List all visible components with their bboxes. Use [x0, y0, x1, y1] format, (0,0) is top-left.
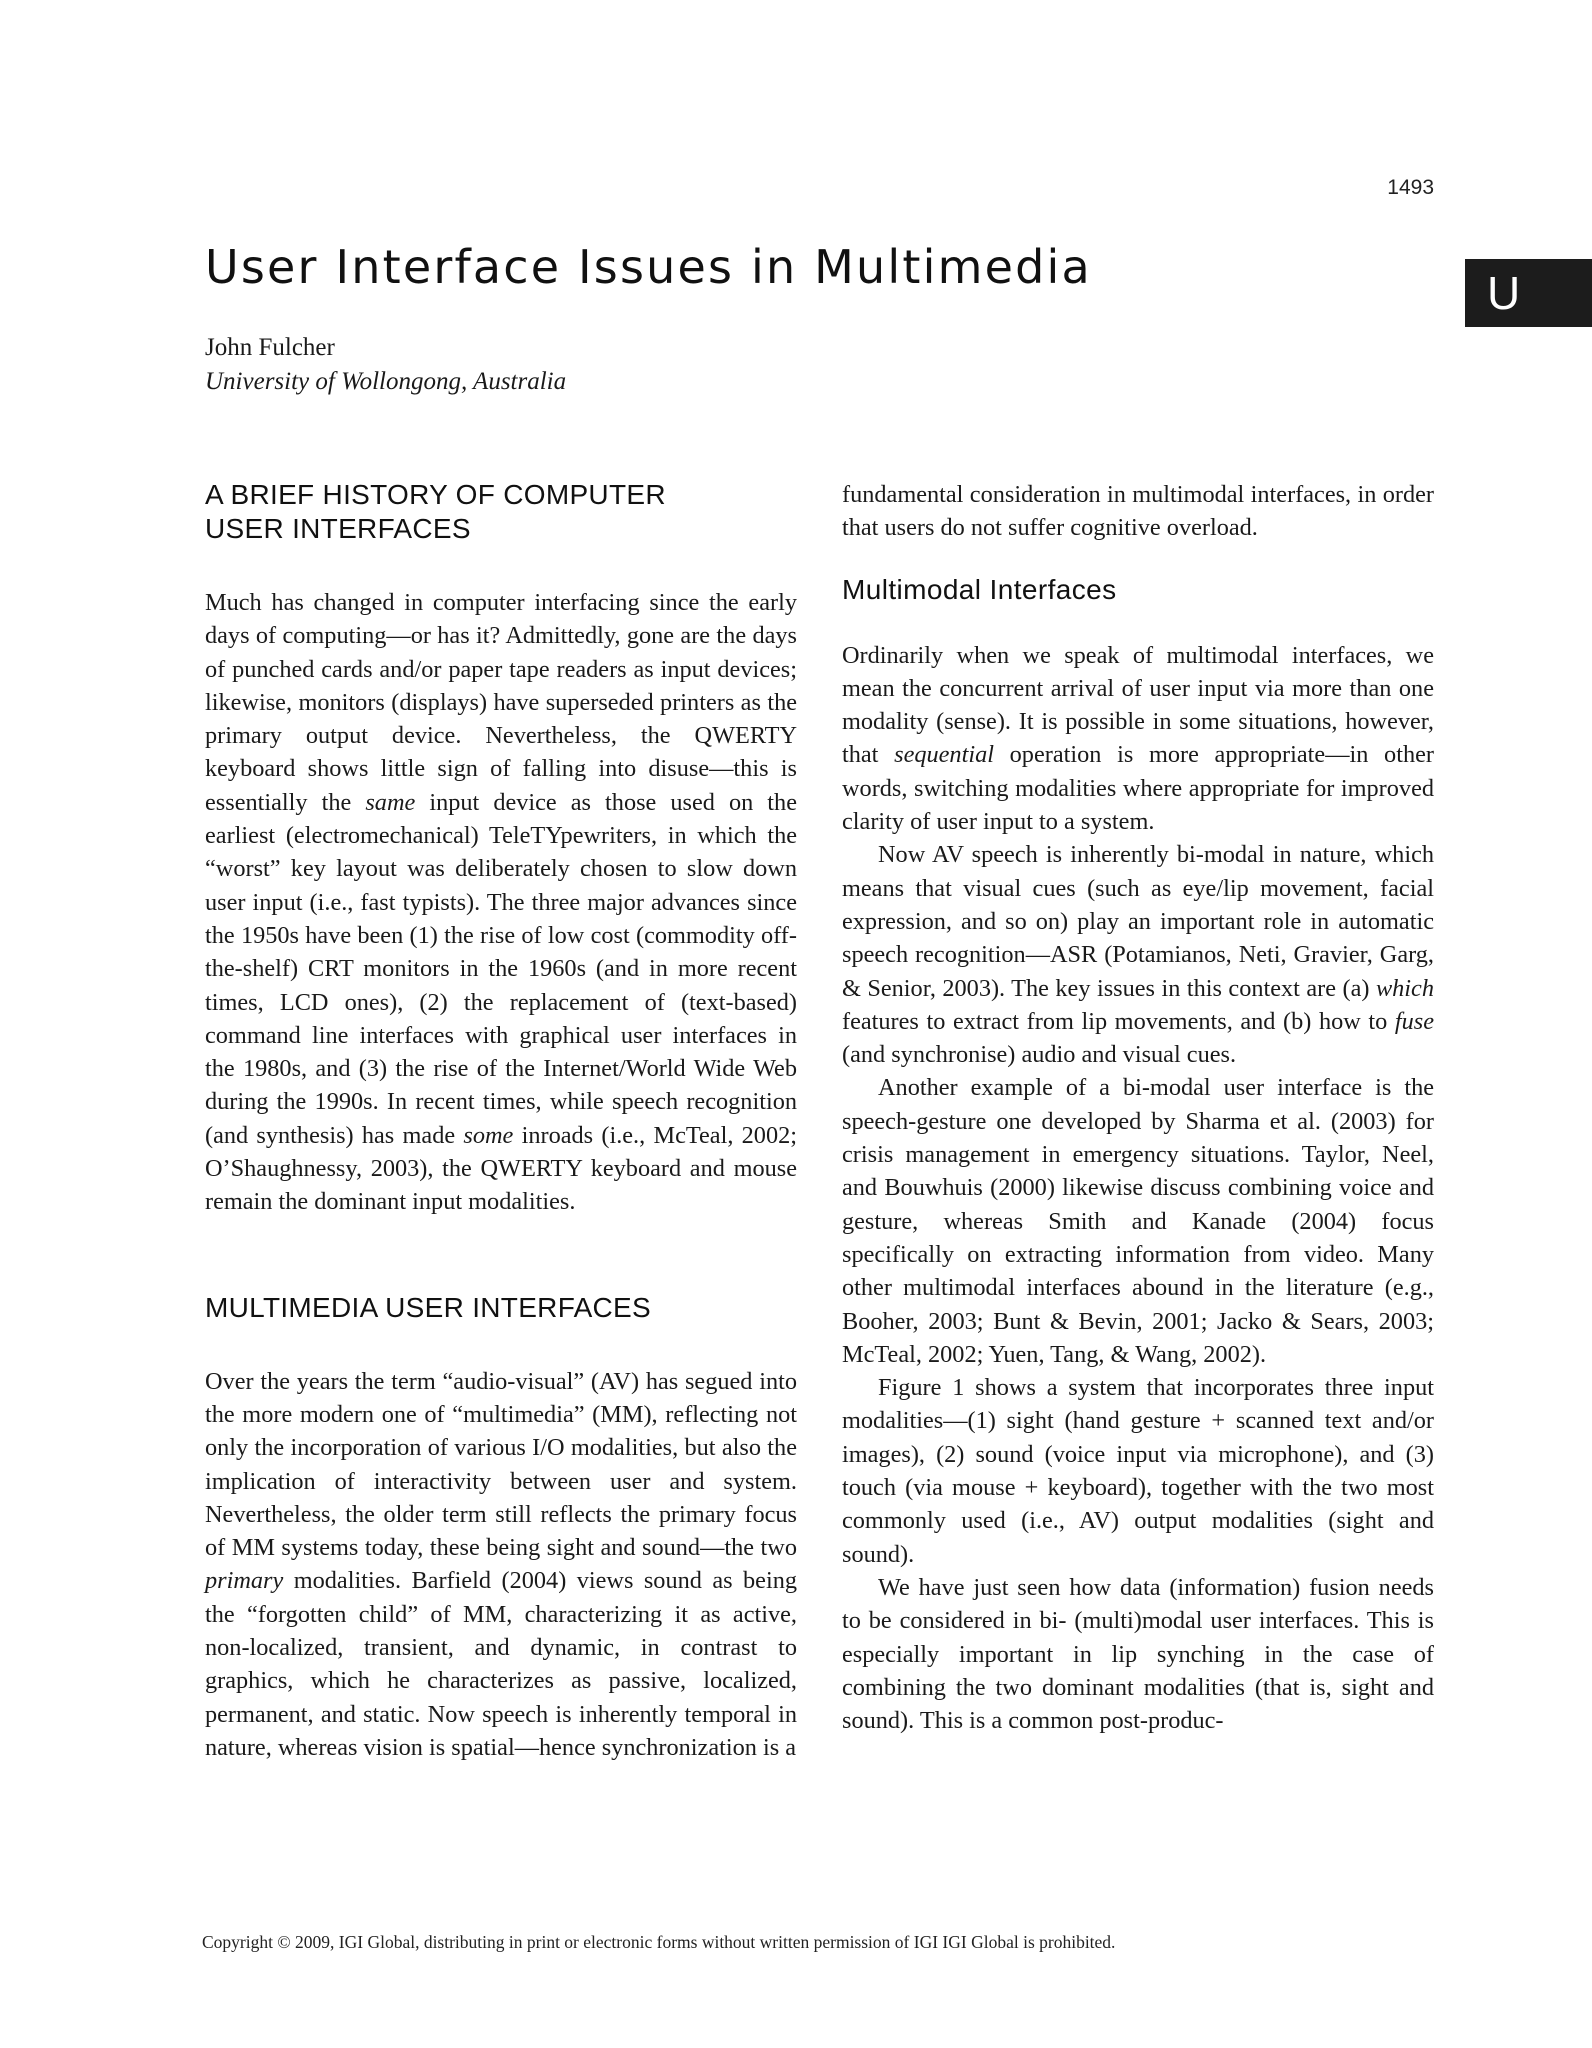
text-run: inroads (i.e., McTeal, 2002; O’Shaughnessy, 2003), the QWERTY keyboard and mouse remain the dominant input modalities.: [205, 1121, 797, 1216]
emphasis: fuse: [1394, 1007, 1434, 1035]
copyright-footer: Copyright © 2009, IGI Global, distributing in print or electronic forms without written permission of IGI IGI Global is prohibited.: [202, 1932, 1116, 1952]
emphasis: some: [463, 1121, 514, 1149]
text-run: features to extract from lip movements, and (b) how to: [842, 1007, 1395, 1035]
emphasis: which: [1375, 974, 1434, 1002]
emphasis: sequential: [894, 741, 994, 769]
section-tab: U: [1465, 259, 1592, 327]
article-title: User Interface Issues in Multimedia: [205, 240, 1092, 294]
author-name: John Fulcher: [205, 334, 335, 361]
page-number: 1493: [1387, 176, 1434, 199]
author-block: [205, 331, 566, 399]
paragraph-multimodal-5: We have just seen how data (information) fusion needs to be considered in bi- (multi)modal user interfaces. This is especially important in lip synching in the case of combining the two dominant modalities (that is, sight and sound). This is a common post-produc-: [842, 1573, 1434, 1735]
paragraph-multimodal-2: [842, 838, 1434, 1071]
subsection-heading-multimodal: Multimodal Interfaces: [842, 573, 1117, 605]
text-run: input device as those used on the earliest (electromechanical) TeleTYpewriters, in which the “worst” key layout was deliberately chosen to slow down user input (i.e., fast typists). The three major advances since the 1950s have been (1) the rise of low cost (commodity off-the-shelf) CRT monitors in the 1960s (and in more recent times, LCD ones), (2) the replacement of (text-based) command line interfaces with graphical user interfaces in the 1980s, and (3) the rise of the Internet/World Wide Web during the 1990s. In recent times, while speech recognition (and synthesis) has made: [205, 788, 797, 1149]
emphasis: same: [365, 788, 416, 816]
text-run: Ordinarily when we speak of multimodal interfaces, we mean the concurrent arrival of user input via more than one modality (sense). It is possible in some situations, however, that: [842, 641, 1434, 769]
text-run: Now AV speech is inherently bi-modal in nature, which means that visual cues (such as eye/lip movement, facial expression, and so on) play an important role in automatic speech recognition—ASR (Potamianos, Neti, Gravier, Garg, & Senior, 2003). The key issues in this context are (a): [842, 841, 1434, 1002]
paragraph-history: [205, 586, 797, 1219]
paragraph-continued: fundamental consideration in multimodal interfaces, in order that users do not suffer cognitive overload.: [842, 481, 1434, 542]
text-run: Over the years the term “audio-visual” (AV) has segued into the more modern one of “multimedia” (MM), reflecting not only the incorporation of various I/O modalities, but also the implication of interactivity between user and system. Nevertheless, the older term still reflects the primary focus of MM systems today, these being sight and sound—the two: [205, 1367, 797, 1562]
paragraph-multimodal-3: Another example of a bi-modal user interface is the speech-gesture one developed by Sharma et al. (2003) for crisis management in emergency situations. Taylor, Neel, and Bouwhuis (2000) likewise discuss combining voice and gesture, whereas Smith and Kanade (2004) focus specifically on extracting information from video. Many other multimodal interfaces abound in the literature (e.g., Booher, 2003; Bunt & Bevin, 2001; Jacko & Sears, 2003; McTeal, 2002; Yuen, Tang, & Wang, 2002).: [842, 1074, 1434, 1368]
paragraph-multimodal-4: Figure 1 shows a system that incorporates three input modalities—(1) sight (hand gesture + scanned text and/or images), (2) sound (voice input via microphone), and (3) touch (via mouse + keyboard), together with the two most commonly used (i.e., AV) output modalities (sight and sound).: [842, 1374, 1434, 1568]
paragraph-multimodal-1: [842, 639, 1434, 839]
emphasis: primary: [205, 1567, 284, 1595]
author-affiliation: University of Wollongong, Australia: [205, 368, 567, 395]
left-column: [205, 478, 797, 1764]
text-run: modalities. Barfield (2004) views sound as being the “forgotten child” of MM, characterizing it as active, non-localized, transient, and dynamic, in contrast to graphics, which he characterizes as passive, localized, permanent, and static. Now speech is inherently temporal in nature, whereas vision is spatial—hence synchronization is a: [205, 1567, 797, 1761]
section-heading-history-line2: USER INTERFACES: [205, 513, 471, 544]
text-run: Much has changed in computer interfacing since the early days of computing—or has it? Admittedly, gone are the days of punched cards and/or paper tape readers as input devices; likewise, monitors (displays) have superseded printers as the primary output device. Nevertheless, the QWERTY keyboard shows little sign of falling into disuse—this is essentially the: [205, 589, 797, 816]
section-heading-history-line1: A BRIEF HISTORY OF COMPUTER: [205, 479, 666, 510]
text-run: (and synchronise) audio and visual cues.: [842, 1041, 1237, 1069]
section-heading-history: [205, 478, 797, 546]
paragraph-multimedia: [205, 1365, 797, 1765]
section-heading-multimedia: MULTIMEDIA USER INTERFACES: [205, 1291, 652, 1323]
right-column: [842, 478, 1434, 1737]
text-run: operation is more appropriate—in other words, switching modalities where appropriate for improved clarity of user input to a system.: [842, 741, 1434, 836]
